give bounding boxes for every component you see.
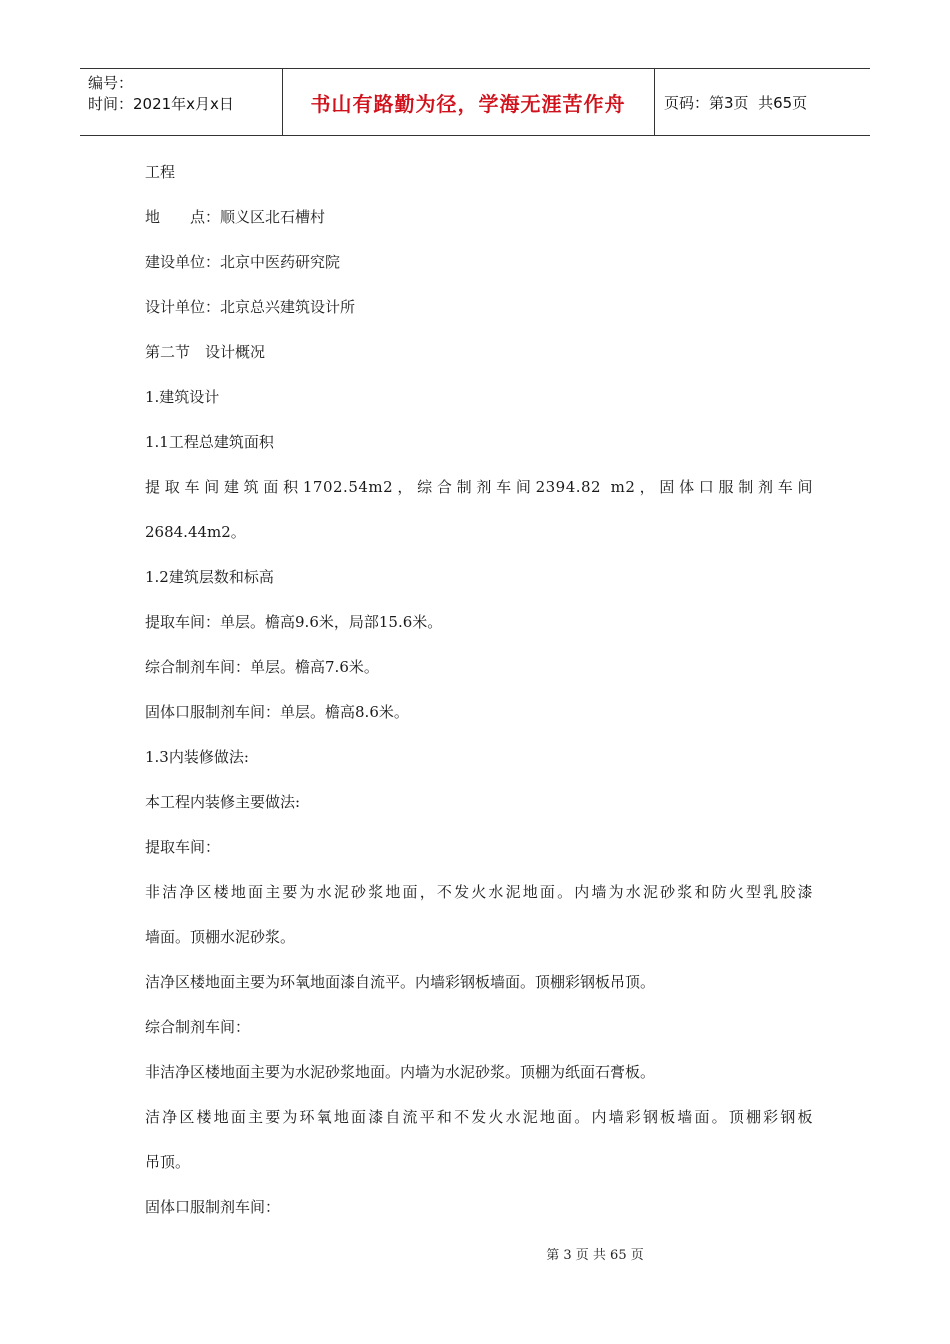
body-paragraph: 固体口服制剂车间：单层。檐高8.6米。 (145, 703, 409, 721)
body-paragraph: 提取车间建筑面积1702.54m2，综合制剂车间2394.82 m2，固体口服制剂车间 (145, 478, 813, 496)
header-divider-right (654, 69, 655, 136)
page-footer: 第 3 页 共 65 页 (546, 1248, 644, 1263)
section-heading: 第二节 设计概况 (145, 343, 266, 361)
body-paragraph: 地 点：顺义区北石槽村 (145, 208, 326, 226)
body-paragraph: 非洁净区楼地面主要为水泥砂浆地面，不发火水泥地面。内墙为水泥砂浆和防火型乳胶漆 (145, 883, 813, 901)
header-meta (88, 73, 234, 115)
body-paragraph: 提取车间： (145, 838, 221, 856)
body-paragraph: 洁净区楼地面主要为环氧地面漆自流平和不发火水泥地面。内墙彩钢板墙面。顶棚彩钢板 (145, 1108, 813, 1126)
header-motto: 书山有路勤为径，学海无涯苦作舟 (310, 92, 626, 116)
body-paragraph: 非洁净区楼地面主要为水泥砂浆地面。内墙为水泥砂浆。顶棚为纸面石膏板。 (145, 1063, 656, 1081)
header-page-info: 页码：第3页 共65页 (664, 94, 808, 112)
body-paragraph: 综合制剂车间： (145, 1018, 251, 1036)
body-paragraph: 工程 (145, 163, 176, 181)
body-paragraph: 2684.44m2。 (145, 523, 246, 541)
document-number-label: 编号： (88, 74, 134, 92)
body-paragraph: 固体口服制剂车间： (145, 1198, 281, 1216)
subsection-heading: 1.2建筑层数和标高 (145, 568, 274, 586)
subsection-heading: 1.建筑设计 (145, 388, 220, 406)
subsection-heading: 1.1工程总建筑面积 (145, 433, 274, 451)
document-time-label: 时间：2021年x月x日 (88, 95, 234, 113)
page-header (80, 68, 870, 136)
body-paragraph: 吊顶。 (145, 1153, 191, 1171)
body-paragraph: 设计单位：北京总兴建筑设计所 (145, 298, 356, 316)
body-paragraph: 提取车间：单层。檐高9.6米，局部15.6米。 (145, 613, 443, 631)
body-paragraph: 综合制剂车间：单层。檐高7.6米。 (145, 658, 379, 676)
body-paragraph: 本工程内装修主要做法: (145, 793, 301, 811)
subsection-heading: 1.3内装修做法: (145, 748, 249, 766)
document-body (145, 150, 813, 1230)
body-paragraph: 建设单位：北京中医药研究院 (145, 253, 341, 271)
body-paragraph: 洁净区楼地面主要为环氧地面漆自流平。内墙彩钢板墙面。顶棚彩钢板吊顶。 (145, 973, 656, 991)
body-paragraph: 墙面。顶棚水泥砂浆。 (145, 928, 296, 946)
